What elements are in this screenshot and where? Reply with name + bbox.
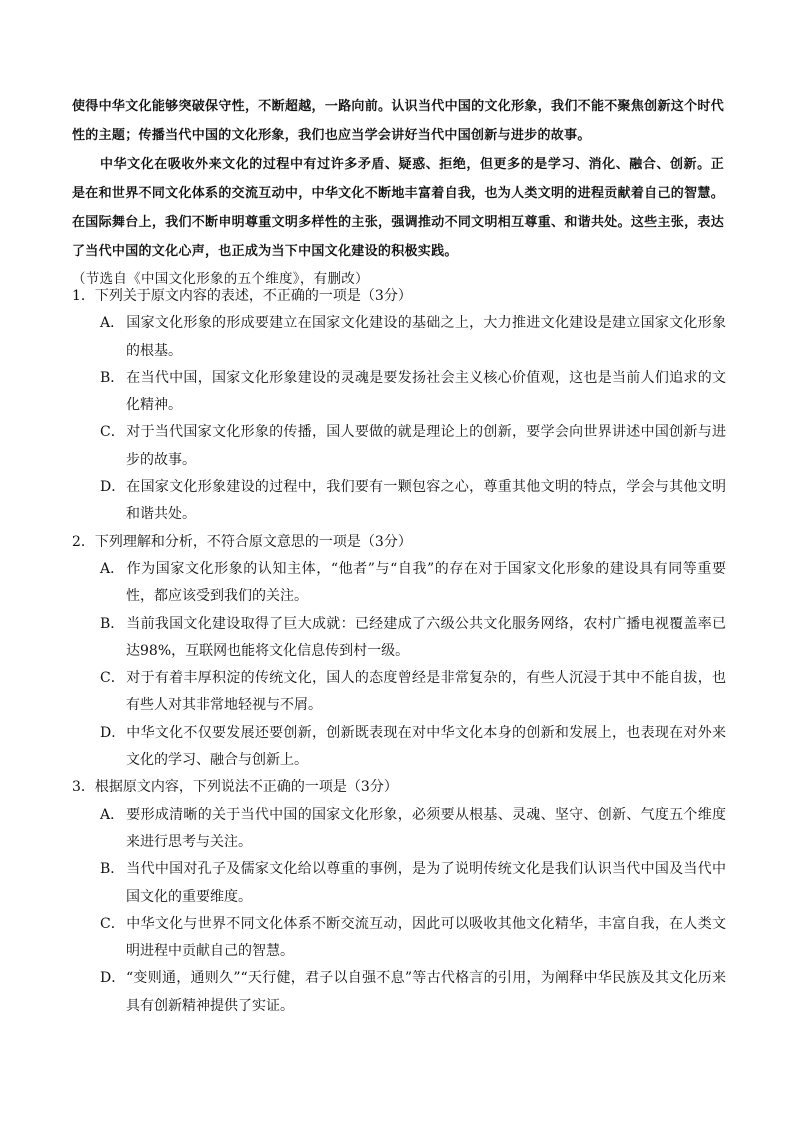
option-letter: C． — [100, 670, 125, 687]
option-c[interactable] — [72, 911, 726, 966]
passage-source: （节选自《中国文化形象的五个维度》，有删改） — [72, 271, 369, 287]
option-text: 国家文化形象的形成要建立在国家文化建设的基础之上，大力推进文化建设是建立国家文化形象的根基。 — [126, 315, 726, 359]
question-list — [72, 283, 726, 1020]
option-letter: A． — [100, 315, 125, 332]
option-d[interactable] — [72, 474, 726, 529]
option-a[interactable] — [72, 310, 726, 365]
option-letter: C． — [100, 424, 125, 441]
option-text: 当前我国文化建设取得了巨大成就：已经建成了六级公共文化服务网络，农村广播电视覆盖率已达98%，互联网也能将文化信息传到村一级。 — [126, 615, 726, 659]
question-3 — [72, 774, 726, 1020]
option-text: 作为国家文化形象的认知主体，“他者”与“自我”的存在对于国家文化形象的建设具有同等重要性，都应该受到我们的关注。 — [126, 560, 726, 605]
option-letter: D． — [100, 479, 126, 496]
option-d[interactable] — [72, 965, 726, 1020]
option-letter: D． — [100, 724, 126, 741]
option-text: 在国家文化形象建设的过程中，我们要有一颗包容之心，尊重其他文明的特点，学会与其他文明和谐共处。 — [126, 479, 726, 523]
question-stem: 1．下列关于原文内容的表述，不正确的一项是（3分） — [72, 288, 412, 304]
option-text: 在当代中国，国家文化形象建设的灵魂是要发扬社会主义核心价值观，这也是当前人们追求的文化精神。 — [126, 369, 726, 414]
option-text: 要形成清晰的关于当代中国的国家文化形象，必须要从根基、灵魂、坚守、创新、气度五个维度来进行思考与关注。 — [126, 806, 726, 850]
option-letter: B． — [100, 369, 125, 386]
passage-paragraph-1: 使得中华文化能够突破保守性，不断超越，一路向前。认识当代中国的文化形象，我们不能不聚焦创新这个时代性的主题；传播当代中国的文化形象，我们也应当学会讲好当代中国创新与进步的故事。 — [72, 99, 724, 143]
question-stem: 2．下列理解和分析，不符合原文意思的一项是（3分） — [72, 533, 412, 550]
question-2 — [72, 529, 726, 775]
option-b[interactable] — [72, 856, 726, 911]
option-text: 中华文化不仅要发展还要创新，创新既表现在对中华文化本身的创新和发展上，也表现在对外来文化的学习、融合与创新上。 — [126, 724, 726, 769]
option-text: “变则通，通则久”“天行健，君子以自强不息”等古代格言的引用，为阐释中华民族及其文化历来具有创新精神提供了实证。 — [126, 970, 726, 1014]
question-stem: 3．根据原文内容，下列说法不正确的一项是（3分） — [72, 779, 398, 796]
option-text: 对于有着丰厚积淀的传统文化，国人的态度曾经是非常复杂的，有些人沉浸于其中不能自拔，也有些人对其非常地轻视与不屑。 — [126, 670, 726, 714]
option-a[interactable] — [72, 802, 726, 857]
option-letter: D． — [100, 970, 126, 987]
option-letter: A． — [100, 560, 125, 577]
option-letter: B． — [100, 861, 125, 878]
option-letter: B． — [100, 615, 125, 632]
passage-paragraph-2: 中华文化在吸收外来文化的过程中有过许多矛盾、疑惑、拒绝，但更多的是学习、消化、融合、创新。正是在和世界不同文化体系的交流互动中，中华文化不断地丰富着自我，也为人类文明的进程贡献着自己的智慧。在国际舞台上，我们不断申明尊重文明多样性的主张，强调推动不同文明相互尊重、和谐共处。这些主张，表达了当代中国的文化心声，也正成为当下中国文化建设的积极实践。 — [72, 157, 724, 259]
option-text: 对于当代国家文化形象的传播，国人要做的就是理论上的创新，要学会向世界讲述中国创新与进步的故事。 — [126, 424, 726, 468]
option-letter: A． — [100, 806, 125, 823]
option-c[interactable] — [72, 419, 726, 474]
option-b[interactable] — [72, 611, 726, 666]
option-c[interactable] — [72, 665, 726, 720]
question-1 — [72, 283, 726, 529]
option-text: 中华文化与世界不同文化体系不断交流互动，因此可以吸收其他文化精华，丰富自我，在人类文明进程中贡献自己的智慧。 — [126, 915, 726, 960]
reading-passage — [72, 92, 724, 292]
option-letter: C． — [100, 915, 125, 932]
option-b[interactable] — [72, 365, 726, 420]
option-text: 当代中国对孔子及儒家文化给以尊重的事例，是为了说明传统文化是我们认识当代中国及当代中国文化的重要维度。 — [126, 861, 726, 905]
option-d[interactable] — [72, 720, 726, 775]
option-a[interactable] — [72, 556, 726, 611]
